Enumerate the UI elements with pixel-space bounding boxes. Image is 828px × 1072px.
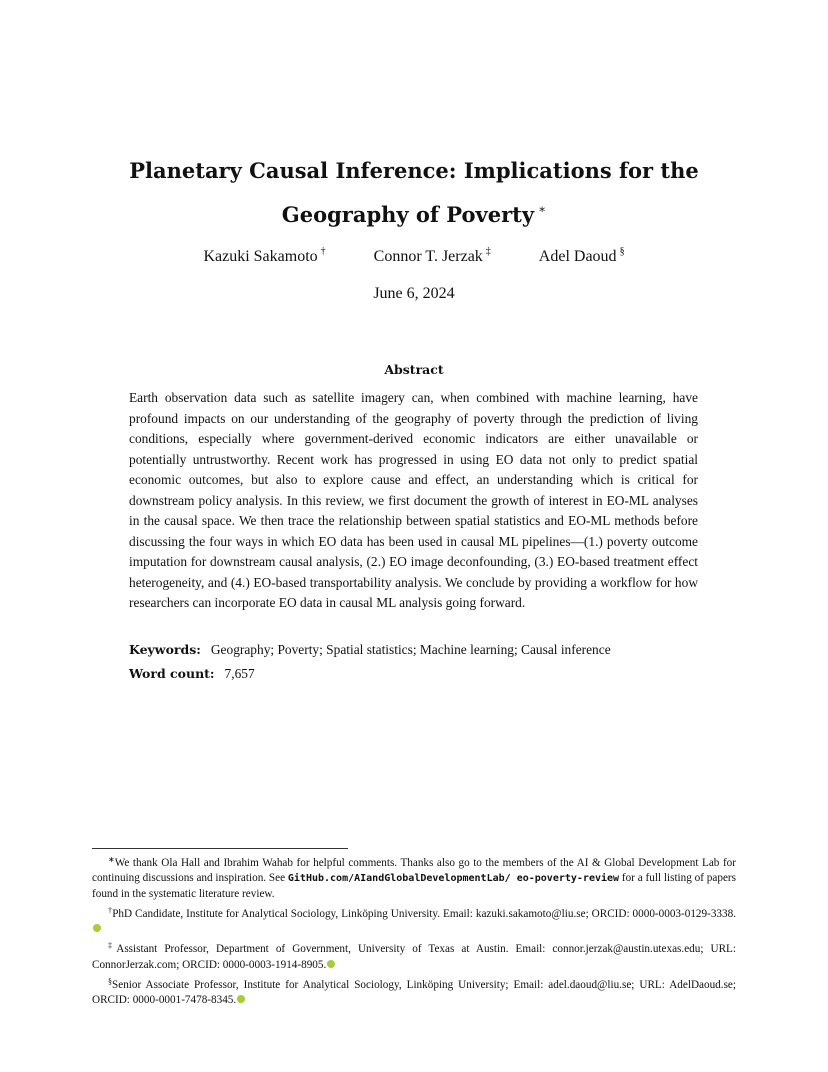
author-list bbox=[0, 246, 828, 266]
publication-date: June 6, 2024 bbox=[373, 285, 455, 302]
title-line-2-text: Geography of Poverty bbox=[281, 202, 535, 227]
keywords-value: Geography; Poverty; Spatial statistics; Machine learning; Causal inference bbox=[210, 642, 611, 657]
word-count-label: Word count: bbox=[129, 666, 215, 681]
word-count-value: 7,657 bbox=[224, 666, 255, 681]
footnote-text: PhD Candidate, Institute for Analytical Sociology, Linköping University. Email: kazuki.sakamoto@liu.se; ORCID: 0000-0003-0129-3338. bbox=[112, 907, 737, 920]
orcid-icon[interactable] bbox=[93, 924, 101, 932]
footnote-daoud bbox=[92, 974, 736, 1009]
author-name: Kazuki Sakamoto bbox=[203, 248, 318, 265]
author-daoud bbox=[539, 246, 625, 266]
footnote-mark: † bbox=[108, 905, 113, 915]
footnote-text: Assistant Professor, Department of Government, University of Texas at Austin. Email: connor.jerzak@austin.utexas.edu; URL: ConnorJerzak.com; ORCID: 0000-0003-1914-8905. bbox=[92, 943, 736, 971]
title-line-1: Planetary Causal Inference: Implications for the bbox=[129, 158, 699, 183]
word-count-line bbox=[129, 666, 709, 682]
footnote-text: for a full listing of papers found in the systematic literature review. bbox=[92, 872, 736, 900]
author-footnote-mark: § bbox=[619, 246, 625, 257]
orcid-icon[interactable] bbox=[237, 995, 245, 1003]
title-line-2 bbox=[0, 190, 828, 234]
footnote-mark: § bbox=[108, 977, 112, 987]
abstract-heading: Abstract bbox=[384, 362, 444, 377]
footnote-text: Senior Associate Professor, Institute for Analytical Sociology, Linköping University; Email: adel.daoud@liu.se; URL: AdelDaoud.se; ORCID: 0000-0001-7478-8345. bbox=[92, 979, 736, 1007]
keywords-label: Keywords: bbox=[129, 642, 201, 657]
author-name: Adel Daoud bbox=[538, 248, 617, 265]
orcid-icon[interactable] bbox=[327, 960, 335, 968]
footnote-sakamoto bbox=[92, 903, 736, 938]
keywords-line bbox=[129, 642, 709, 658]
author-footnote-mark: ‡ bbox=[485, 246, 491, 257]
abstract-text: Earth observation data such as satellite imagery can, when combined with machine learning, have profound impacts on our understanding of the geography of poverty through the prediction of living conditions, especially where government-derived economic indicators are either unavailable or potentially untrustworthy. Recent work has progressed in using EO data not only to predict spatial economic outcomes, but also to explore cause and effect, an understanding which is critical for downstream policy analysis. In this review, we first document the growth of interest in EO-ML analyses in the causal space. We then trace the relationship between spatial statistics and EO-ML methods before discussing the four ways in which EO data has been used in causal ML pipelines—(1.) poverty outcome imputation for downstream causal analysis, (2.) EO image deconfounding, (3.) EO-based treatment effect heterogeneity, and (4.) EO-based transportability analysis. We conclude by providing a workflow for how researchers can incorporate EO data in causal ML analysis going forward. bbox=[129, 390, 698, 610]
footnote-mark: ∗ bbox=[108, 855, 115, 864]
title-footnote-mark: ∗ bbox=[538, 202, 547, 216]
footnote-text: We thank Ola Hall and Ibrahim Wahab for helpful comments. Thanks also go to the members of the AI & Global Development Lab for continuing discussions and inspiration. See bbox=[92, 857, 736, 885]
author-jerzak bbox=[374, 246, 491, 266]
footnote-mark: ‡ bbox=[108, 941, 117, 951]
footnote-divider bbox=[92, 848, 348, 849]
footnote-jerzak bbox=[92, 938, 736, 973]
paper-title bbox=[0, 152, 828, 234]
footnotes bbox=[92, 852, 736, 1010]
author-footnote-mark: † bbox=[320, 246, 326, 257]
repo-link[interactable]: GitHub.com/AIandGlobalDevelopmentLab/ eo-poverty-review bbox=[287, 873, 620, 885]
author-sakamoto bbox=[203, 246, 325, 266]
author-name: Connor T. Jerzak bbox=[373, 248, 483, 265]
footnote-acknowledgements bbox=[92, 852, 736, 902]
